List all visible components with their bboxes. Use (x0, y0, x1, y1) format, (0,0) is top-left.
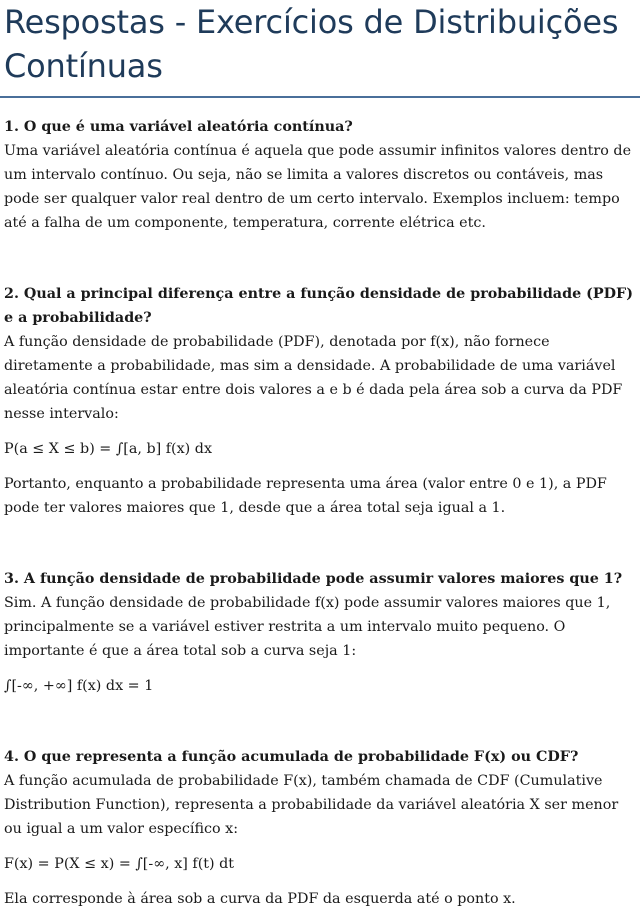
section-1 (4, 115, 636, 235)
section-4 (4, 745, 636, 911)
section-3 (4, 567, 636, 698)
section-2 (4, 282, 636, 520)
answer-2-followup: Portanto, enquanto a probabilidade representa uma área (valor entre 0 e 1), a PDF pode ter valores maiores que 1, desde que a área total seja igual a 1. (4, 476, 607, 516)
question-2: 2. Qual a principal diferença entre a função densidade de probabilidade (PDF) e a probabilidade? (4, 286, 633, 326)
answer-4-followup: Ela corresponde à área sob a curva da PDF da esquerda até o ponto x. (4, 891, 516, 907)
answer-2: A função densidade de probabilidade (PDF), denotada por f(x), não fornece diretamente a probabilidade, mas sim a densidade. A probabilidade de uma variável aleatória contínua estar entre dois valores a e b é dada pela área sob a curva da PDF nesse intervalo: (4, 334, 623, 422)
document-title: Respostas - Exercícios de Distribuições Contínuas (4, 3, 619, 85)
formula-cdf: F(x) = P(X ≤ x) = ∫[-∞, x] f(t) dt (4, 856, 235, 872)
question-4: 4. O que representa a função acumulada de probabilidade F(x) ou CDF? (4, 749, 579, 765)
answer-1: Uma variável aleatória contínua é aquela que pode assumir infinitos valores dentro de um intervalo contínuo. Ou seja, não se limita a valores discretos ou contáveis, mas pode ser qualquer valor real dentro de um certo intervalo. Exemplos incluem: tempo até a falha de um componente, temperatura, corrente elétrica etc. (4, 143, 632, 231)
answer-4: A função acumulada de probabilidade F(x), também chamada de CDF (Cumulative Distribution Function), representa a probabilidade da variável aleatória X ser menor ou igual a um valor específico x: (4, 773, 619, 837)
formula-total-area: ∫[-∞, +∞] f(x) dx = 1 (4, 678, 154, 694)
question-3: 3. A função densidade de probabilidade pode assumir valores maiores que 1? (4, 571, 623, 587)
formula-probability-interval: P(a ≤ X ≤ b) = ∫[a, b] f(x) dx (4, 441, 213, 457)
answer-3: Sim. A função densidade de probabilidade f(x) pode assumir valores maiores que 1, principalmente se a variável estiver restrita a um intervalo muito pequeno. O importante é que a área total sob a curva seja 1: (4, 595, 611, 659)
question-1: 1. O que é uma variável aleatória contínua? (4, 119, 353, 135)
